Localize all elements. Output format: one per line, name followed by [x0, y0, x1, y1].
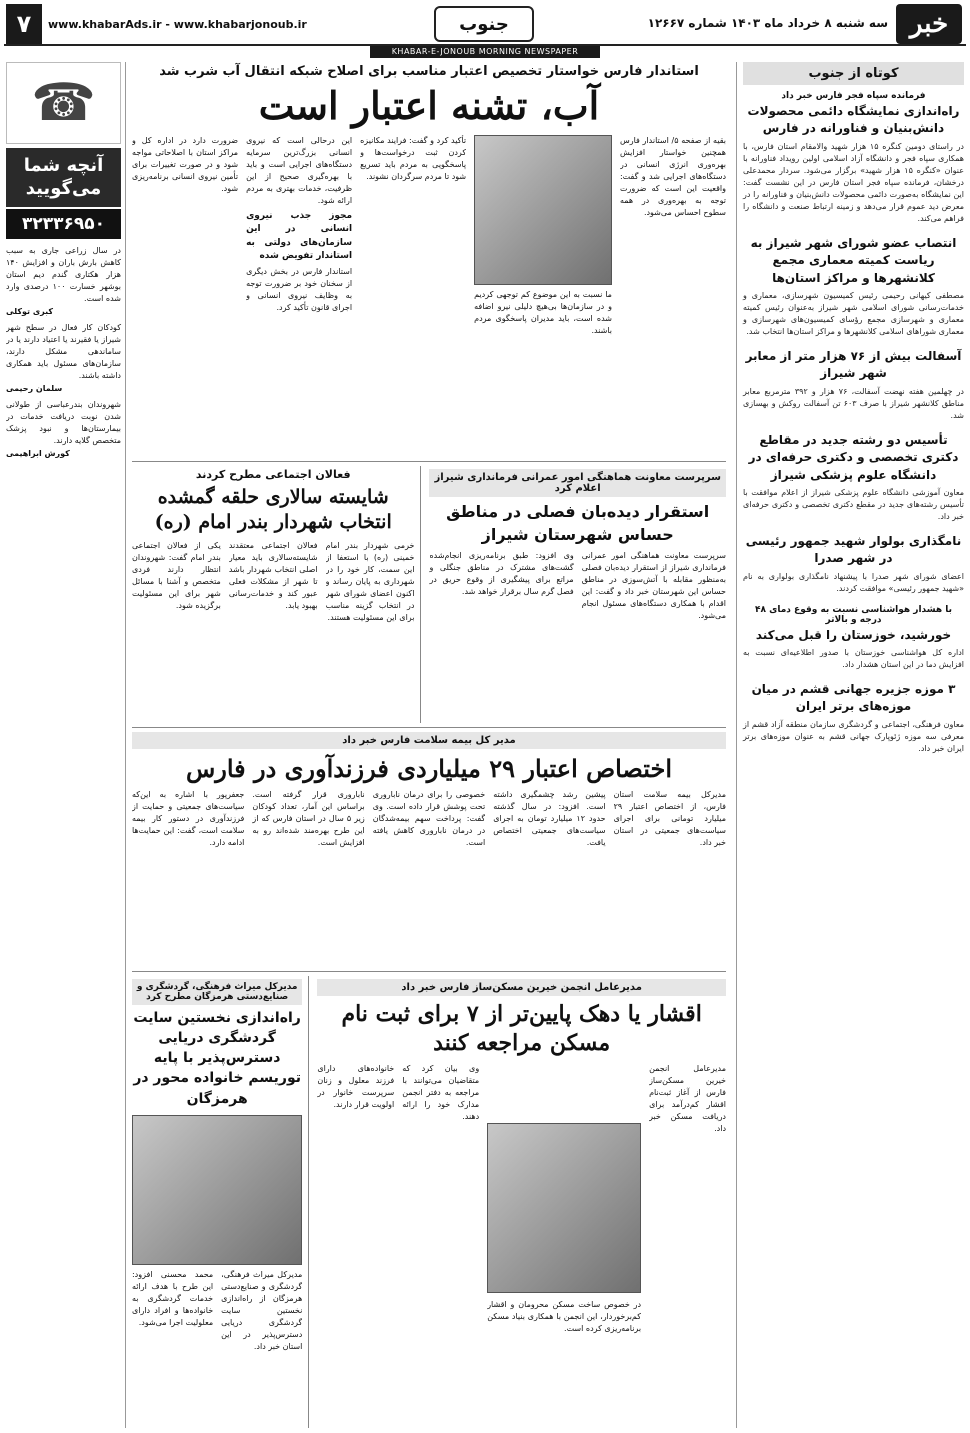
short-news-item	[743, 235, 964, 338]
housing-column: مدیرعامل انجمن خیرین مسکن‌ساز فارس از آغاز ثبت‌نام اقشار کم‌درآمد برای دریافت مسکن خبر داد.	[649, 1063, 726, 1133]
insurance-column: ناباروری قرار گرفته است. براساس این آمار، تعداد کودکان زیر ۵ سال در استان فارس که از این طرح بهره‌مند شده‌اند رو به افزایش است.	[252, 789, 365, 847]
reader-comment-text: کودکان کار فعال در سطح شهر شیراز یا فقیرند یا اعتیاد دارند یا در ساماندهی مشکل دارند، سازمان‌های مسئول باید همکاری داشته باشند.	[6, 322, 121, 380]
short-news-kicker: فرمانده سپاه فجر فارس خبر داد	[781, 91, 926, 101]
short-news-title: تأسیس دو رشته جدید در مقاطع دکتری تخصصی و دکتری حرفه‌ای در دانشگاه علوم پزشکی شیراز	[748, 432, 959, 482]
page-number: ۷	[6, 4, 42, 44]
lead-story-column: این درحالی است که نیروی انسانی بزرگ‌ترین سرمایه دستگاه‌های اجرایی است و باید با بهره‌گیری صحیح از این ظرفیت، خدمات بهتری به مردم ارائه شود.	[246, 135, 353, 205]
readers-box-line1: آنچه شما	[23, 155, 104, 176]
lead-story-column: تأکید کرد و گفت: فرایند مکانیزه کردن ثبت درخواست‌ها و پاسخگویی به مردم باید تسریع شود تا مردم سرگردان نشوند.	[360, 135, 467, 181]
short-news-body: مصطفی کیهانی رحیمی رئیس کمیسیون شهرسازی، معماری و خدمات‌رسانی شورای اسلامی شهر شیراز به‌عنوان رئیس کمیته معماری و شهرسازی مجمع رؤسای کمیسیون‌های شهرسازی و معماری شوراهای اسلامی کلانشهرها و مراکز استان‌ها انتخاب شد.	[743, 290, 964, 336]
lead-story-column: استاندار فارس در بخش دیگری از سخنان خود بر ضرورت توجه به وظایف نیروی انسانی و اجرای قانون تأکید کرد.	[246, 266, 353, 312]
short-news-title: خورشید، خوزستان را قبل می‌کند	[755, 627, 952, 642]
lead-photo	[474, 135, 612, 285]
lead-story	[132, 64, 726, 462]
shiraz-watch-story	[429, 466, 726, 723]
bandar-imam-column: فعالان اجتماعی معتقدند شایسته‌سالاری باید معیار اصلی انتخاب شهردار باشد تا شهر از مشکلات فعلی عبور کند و خدمات‌رسانی بهبود یابد.	[228, 540, 318, 610]
housing-photo-column	[487, 1063, 641, 1428]
main-news-area	[132, 62, 726, 1428]
short-news-body: معاون فرهنگی، اجتماعی و گردشگری سازمان منطقه آزاد قشم از معرفی سه موزه ژئوپارک جهانی قشم به عنوان موزه‌های برتر ایران خبر داد.	[743, 719, 964, 753]
housing-kicker: مدیرعامل انجمن خیرین مسکن‌ساز فارس خبر داد	[317, 979, 726, 996]
tourism-column: مدیرکل میراث فرهنگی، گردشگری و صنایع‌دستی هرمزگان از راه‌اندازی نخستین سایت گردشگری دریایی دسترس‌پذیر در این استان خبر داد.	[221, 1270, 303, 1352]
short-news-item	[743, 432, 964, 523]
short-news-item	[743, 91, 964, 225]
housing-column: وی بیان کرد که متقاضیان می‌توانند با مراجعه به دفتر انجمن مدارک خود را ارائه دهند.	[402, 1063, 480, 1121]
bandar-imam-story	[132, 466, 421, 723]
insurance-column: پیشین رشد چشمگیری داشته است. افزود: در سال گذشته حدود ۱۲ میلیارد تومان به اجرای سیاست‌های جمعیتی اختصاص یافت.	[493, 789, 606, 847]
tourism-story	[132, 976, 309, 1428]
reader-comment-text: در سال زراعی جاری به سبب کاهش بارش باران و افزایش ۱۴۰ هزار هکتاری گندم دیم استان بوشهر خسارت ۱۰۰ درصدی وارد شده است.	[6, 245, 121, 303]
insurance-column: مدیرکل بیمه سلامت استان فارس، از اختصاص اعتبار ۲۹ میلیارد تومانی برای اجرای سیاست‌های جمعیتی در استان خبر داد.	[613, 789, 726, 847]
lead-story-column: بقیه از صفحه ۵/ استاندار فارس همچنین خواستار افزایش بهره‌وری انرژی انسانی در دستگاه‌های اجرایی شد و گفت: واقعیت این است که ضرورت توجه به بهره‌وری در همه سطوح احساس می‌شود.	[619, 135, 726, 217]
lead-story-column: ما نسبت به این موضوع کم توجهی کردیم و در سازمان‌ها بی‌هیچ دلیلی نیرو اضافه شده است، باید مدیران پاسخگوی مردم باشند.	[474, 289, 612, 335]
reader-comment	[6, 245, 121, 316]
bandar-imam-column: یکی از فعالان اجتماعی بندر امام گفت: شهروندان انتظار دارند فردی متخصص و آشنا با مسائل شهر برای این مسئولیت برگزیده شود.	[132, 540, 221, 610]
short-news-body: معاون آموزشی دانشگاه علوم پزشکی شیراز از اعلام موافقت با تأسیس رشته‌های جدید در مقطع دکتری تخصصی و دکتری حرفه‌ای خبر داد.	[743, 487, 964, 521]
short-news-title: ۳ موزه جزیره جهانی قشم در میان موزه‌های برتر ایران	[751, 682, 956, 714]
tourism-kicker: مدیرکل میراث فرهنگی، گردشگری و صنایع‌دستی هرمزگان مطرح کرد	[132, 979, 302, 1005]
reader-comment-signature: کبری توکلی	[6, 306, 54, 316]
insurance-kicker: مدیر کل بیمه سلامت فارس خبر داد	[132, 732, 726, 749]
masthead-subtitle: KHABAR-E-JONOUB MORNING NEWSPAPER	[370, 46, 600, 58]
lead-story-column-wrap	[246, 135, 352, 457]
bandar-imam-headline: شایسته سالاری حلقه گمشده انتخاب شهردار بندر امام (ره)	[154, 485, 392, 534]
short-news-kicker: با هشدار هواشناسی نسبت به وقوع دمای ۴۸ درجه و بالاتر	[754, 604, 953, 625]
short-news-item	[743, 533, 964, 595]
short-news-title: آسفالت بیش از ۷۶ هزار متر از معابر شهر شیراز	[745, 348, 962, 381]
reader-comment	[6, 399, 121, 458]
short-news-body: اعضای شورای شهر صدرا با پیشنهاد نامگذاری بولواری به نام «شهید جمهور رئیسی» موافقت کردند.	[743, 571, 964, 593]
shiraz-watch-headline: استقرار دیده‌بان فصلی در مناطق حساس شهرستان شیراز	[446, 501, 710, 544]
telephone-icon: ☎	[31, 73, 96, 133]
short-news-body: در چهلمین هفته نهضت آسفالت، ۷۶ هزار و ۳۹۲ مترمربع معابر مناطق کلانشهر شیراز با صرف ۶۰۳ تن آسفالت روکش و بهسازی شد.	[743, 386, 964, 420]
lead-story-column: ضرورت دارد در اداره کل و مراکز استان با اصلاحاتی مواجه شود و در صورت تغییرات برای تأمین نیروی انسانی برنامه‌ریزی شود.	[132, 135, 239, 193]
insurance-story	[132, 732, 726, 972]
lead-story-kicker: استاندار فارس خواستار تخصیص اعتبار مناسب برای اصلاح شبکه انتقال آب شرب شد	[159, 64, 699, 79]
reader-comment-text: شهروندان بندرعباسی از طولانی شدن نوبت دریافت خدمات در بیمارستان‌ها و نبود پزشک متخصص گلایه دارند.	[6, 399, 121, 445]
readers-column	[6, 62, 126, 1428]
lead-photo-column	[474, 135, 612, 457]
housing-headline: اقشار یا دهک پایین‌تر از ۷ برای ثبت نام مسکن مراجعه کنند	[341, 1000, 702, 1057]
shiraz-watch-column: سرپرست معاونت هماهنگی امور عمرانی فرمانداری شیراز از استقرار دیده‌بان فصلی به‌منظور مقابله با آتش‌سوزی در مناطق حساس این شهرستان خبر داد و گفت: این اقدام با همکاری دستگاه‌های مسئول انجام می‌شود.	[581, 550, 726, 620]
short-news-title: انتصاب عضو شورای شهر شیراز به ریاست کمیته معماری مجمع کلانشهرها و مراکز استان‌ها	[750, 235, 957, 285]
readers-box-line2: می‌گویید	[25, 178, 102, 200]
site-urls[interactable]: www.khabarAds.ir - www.khabarjonoub.ir	[48, 18, 307, 31]
insurance-headline: اختصاص اعتبار ۲۹ میلیاردی فرزندآوری در فارس	[185, 753, 672, 783]
section-title: جنوب	[434, 6, 534, 42]
masthead	[4, 4, 966, 46]
shiraz-watch-kicker: سرپرست معاونت هماهنگی امور عمرانی فرمانداری شیراز اعلام کرد	[429, 469, 726, 497]
readers-phone-number: ۳۲۳۳۶۹۵۰	[6, 209, 121, 239]
reader-comment	[6, 322, 121, 393]
short-news-body: اداره کل هواشناسی خوزستان با صدور اطلاعیه‌ای نسبت به افزایش دما در این استان هشدار داد.	[743, 648, 964, 670]
tourism-photo	[132, 1115, 302, 1265]
insurance-column: خصوصی را برای درمان ناباروری تحت پوشش قرار داده است. وی گفت: پرداخت سهم بیمه‌شدگان در درمان ناباروری کاهش یافته است.	[372, 789, 486, 847]
housing-column: خانواده‌های دارای فرزند معلول و زنان سرپرست خانوار در اولویت قرار دارند.	[317, 1063, 395, 1109]
tourism-headline: راه‌اندازی نخستین سایت گردشگری دریایی دسترس‌پذیر با پایه توریسم خانواده محور در هرمزگان	[133, 1009, 301, 1107]
short-news-title: نامگذاری بولوار شهید جمهور رئیسی در شهر صدرا	[745, 533, 962, 566]
short-news-column	[736, 62, 964, 1428]
reader-comment-signature: سلمان رحیمی	[6, 383, 63, 393]
housing-photo	[487, 1123, 641, 1293]
housing-column: در خصوص ساخت مسکن محرومان و اقشار کم‌برخوردار، این انجمن با همکاری بنیاد مسکن برنامه‌ریزی کرده است.	[487, 1299, 642, 1333]
short-news-body: در راستای دومین کنگره ۱۵ هزار شهید والامقام استان فارس، با همکاری سپاه فجر و دانشگاه آزاد اسلامی اولین رویداد فناورانه با عنوان «کنگره ۱۵ هزار شهید» برگزار می‌شود. سردار محمدعلی درخشان، فرمانده سپاه فجر استان فارس در این نشست گفت: این نمایشگاه به‌صورت دائمی محصولات دانش‌بنیان و فناورانه را در معرض دید عموم قرار می‌دهد و زمینه ارتباط صنعت و دانشگاه را فراهم می‌کند.	[743, 141, 964, 223]
issue-info: سه شنبه ۸ خرداد ماه ۱۴۰۳ شماره ۱۲۶۶۷	[647, 16, 888, 30]
shiraz-watch-column: وی افزود: طبق برنامه‌ریزی انجام‌شده گشت‌های مشترک در مناطق جنگلی و مراتع برای پیشگیری از وقوع حریق در فصل گرم سال برقرار خواهد شد.	[429, 550, 574, 596]
short-news-title: راه‌اندازی نمایشگاه دائمی محصولات دانش‌بنیان و فناورانه در فارس	[747, 104, 960, 136]
short-news-item	[743, 348, 964, 422]
lead-story-headline: آب، تشنه اعتبار است	[258, 83, 600, 128]
lead-story-subhead: مجوز جذب نیروی انسانی در این سازمان‌های دولتی به استاندار تفویض شده	[246, 210, 353, 262]
reader-comment-signature: کورش ابراهیمی	[6, 448, 70, 458]
phone-illustration	[6, 62, 121, 144]
short-news-heading: کوتاه از جنوب	[743, 62, 964, 85]
readers-box	[6, 148, 121, 207]
short-news-item	[743, 681, 964, 755]
newspaper-logo: خبر	[896, 4, 962, 44]
bandar-imam-column: خرمی شهردار بندر امام خمینی (ره) با استعفا از این سمت، کار خود را در شهرداری به پایان رساند و اکنون اعضای شورای شهر در انتخاب گزینه مناسب برای این مسئولیت هستند.	[325, 540, 415, 622]
short-news-item	[743, 605, 964, 671]
housing-story	[317, 976, 726, 1428]
insurance-column: جعفرپور با اشاره به این‌که سیاست‌های جمعیتی و حمایت از فرزندآوری در دستور کار بیمه سلامت است، گفت: این حمایت‌ها ادامه دارد.	[132, 789, 245, 847]
tourism-column: محمد محسنی افزود: این طرح با هدف ارائه خدمات گردشگری به خانواده‌ها و افراد دارای معلولیت اجرا می‌شود.	[132, 1270, 214, 1328]
bandar-imam-kicker: فعالان اجتماعی مطرح کردند	[195, 467, 351, 481]
